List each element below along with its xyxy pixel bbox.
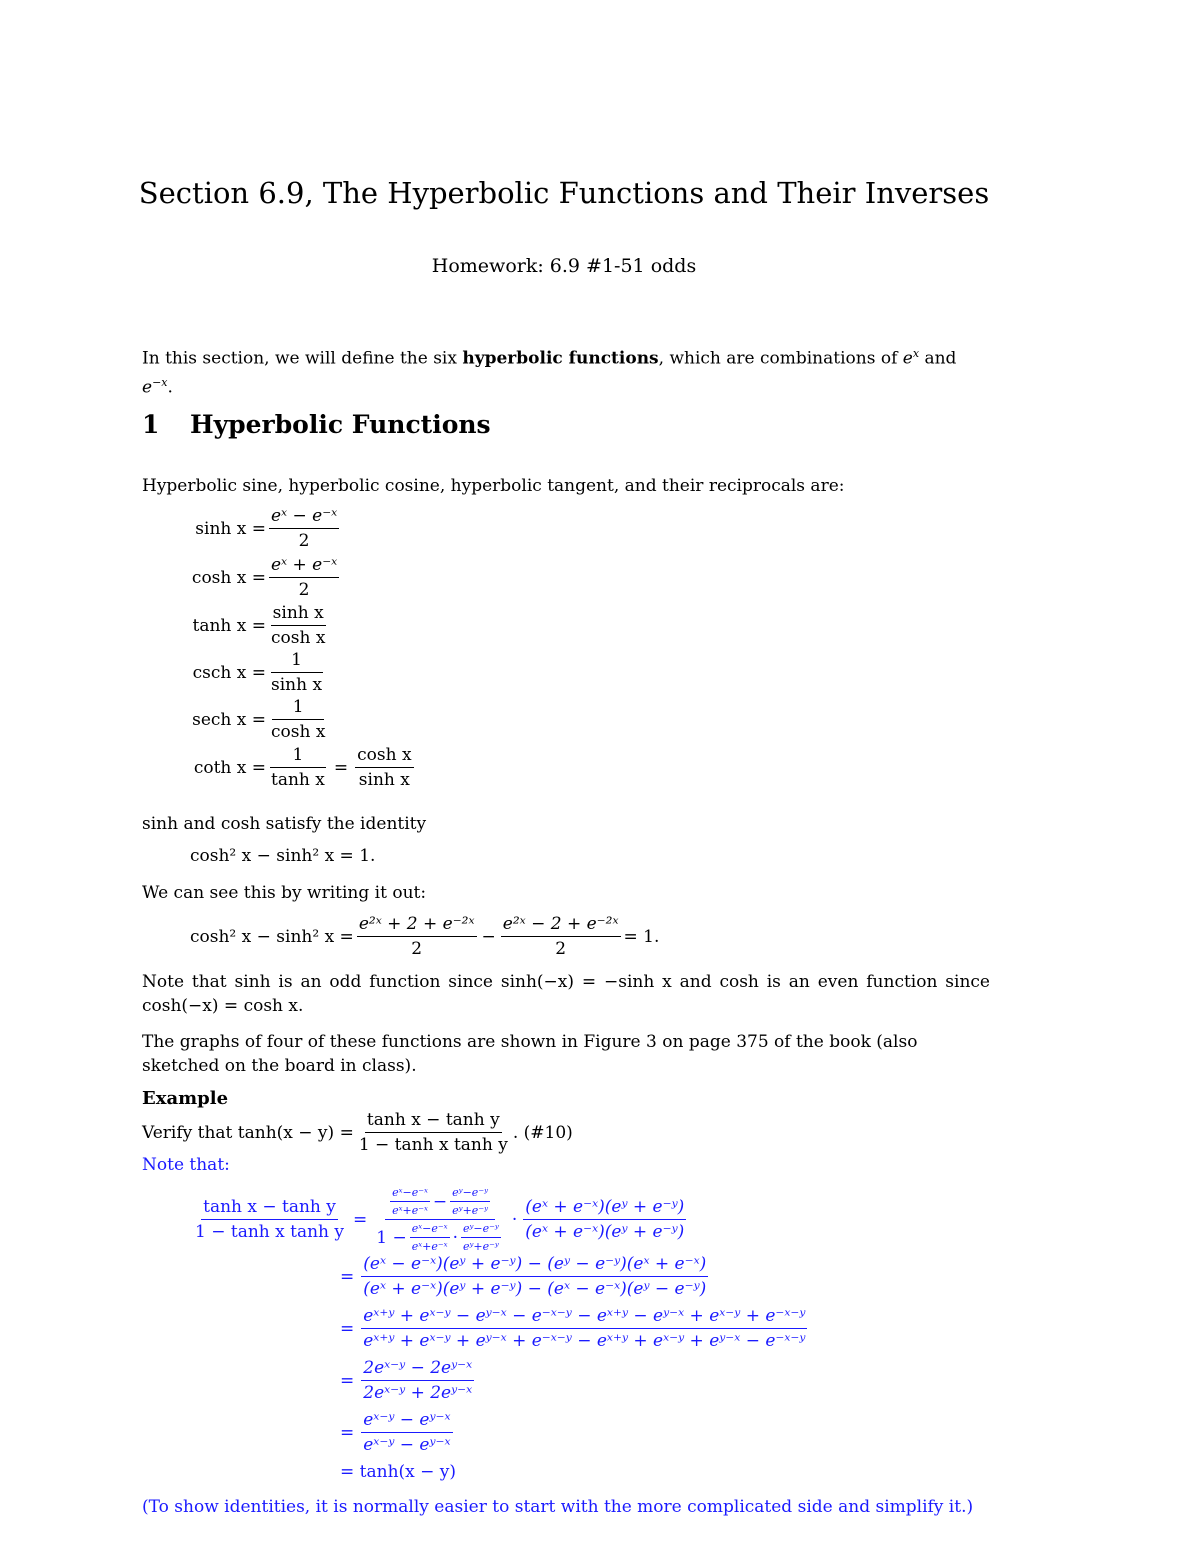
step1-da-den: eˣ+e⁻ˣ (411, 1240, 448, 1253)
step1-m-den: (eˣ + e⁻ˣ)(eʸ + e⁻ʸ) (525, 1222, 685, 1242)
defs-intro: Hyperbolic sine, hyperbolic cosine, hyperbolic tangent, and their reciprocals are: (142, 476, 845, 496)
intro-enx-sup: −x (152, 375, 168, 389)
step1-n-minus: − (432, 1191, 448, 1212)
intro-paragraph (142, 342, 990, 399)
section-number: 1 (142, 410, 160, 439)
def-sinh-lhs: sinh x = (195, 518, 266, 539)
def-cosh-num: eˣ + e⁻ˣ (269, 555, 339, 578)
def-tanh-lhs: tanh x = (192, 615, 266, 636)
step1-db (461, 1222, 501, 1253)
def-coth (190, 745, 417, 790)
def-sech-den: cosh x (271, 722, 326, 742)
identity-intro: sinh and cosh satisfy the identity (142, 814, 427, 834)
writing-lhs: cosh² x − sinh² x = (190, 926, 354, 947)
def-coth-frac (269, 745, 327, 790)
step1-mult-frac (523, 1197, 686, 1242)
intro-ex: e (902, 348, 913, 369)
note-that: Note that: (142, 1155, 230, 1175)
step1-complex-num (385, 1186, 495, 1220)
def-sinh-num: eˣ − e⁻ˣ (269, 506, 339, 529)
intro-bold-term: hyperbolic functions (462, 348, 659, 369)
odd-even-paragraph: Note that sinh is an odd function since sinh(−x) = −sinh x and cosh is an even function since cosh(−x) = cosh x. (142, 972, 990, 1016)
step3-den: eˣ⁺ʸ + eˣ⁻ʸ + eʸ⁻ˣ + e⁻ˣ⁻ʸ − eˣ⁺ʸ + eˣ⁻ʸ + eʸ⁻ˣ − e⁻ˣ⁻ʸ (363, 1331, 806, 1351)
closing-note: (To show identities, it is normally easier to start with the more complicated side and simplify it.) (142, 1497, 974, 1517)
step5-eq: = (340, 1422, 355, 1443)
def-sech (190, 697, 330, 742)
step4-row (340, 1358, 477, 1403)
graphs-paragraph: The graphs of four of these functions are shown in Figure 3 on page 375 of the book (also sketched on the board in class). (142, 1032, 918, 1076)
writing-intro: We can see this by writing it out: (142, 883, 427, 903)
step2-eq: = (340, 1266, 355, 1287)
step5-row (340, 1410, 456, 1455)
page-title: Section 6.9, The Hyperbolic Functions and Their Inverses (138, 176, 990, 210)
step1-d-dot: · (452, 1227, 458, 1248)
step2-row (340, 1254, 711, 1299)
writing-frac2 (501, 914, 621, 959)
step1-complex-frac (374, 1186, 506, 1253)
intro-enx: e (142, 377, 153, 398)
step3-eq: = (340, 1318, 355, 1339)
step1-na-den: eˣ+e⁻ˣ (392, 1204, 428, 1217)
step2-den: (eˣ + e⁻ˣ)(eʸ + e⁻ʸ) − (eˣ − e⁻ˣ)(eʸ − e⁻ʸ) (363, 1279, 707, 1299)
step3-frac (361, 1306, 807, 1351)
writing-num1: e²ˣ + 2 + e⁻²ˣ (357, 914, 477, 937)
step1-db-num: eʸ−e⁻ʸ (461, 1222, 501, 1238)
intro-and: and (919, 348, 957, 369)
example-heading: Example (142, 1088, 229, 1109)
def-coth-eq: = (333, 757, 349, 778)
step1-lhs-frac (193, 1197, 346, 1242)
def-coth-den: tanh x (271, 770, 325, 790)
writing-den2: 2 (555, 939, 567, 959)
def-coth-num: 1 (270, 745, 326, 768)
homework-line: Homework: 6.9 #1-51 odds (431, 255, 697, 277)
intro-end: . (167, 377, 173, 398)
step4-frac (361, 1358, 474, 1403)
verify-after: . (#10) (512, 1122, 573, 1143)
verify-frac (357, 1110, 510, 1155)
def-csch (190, 650, 327, 695)
step1-m-num: (eˣ + e⁻ˣ)(eʸ + e⁻ʸ) (523, 1197, 686, 1220)
def-tanh-frac (269, 603, 327, 648)
def-csch-lhs: csch x = (192, 662, 266, 683)
step4-den: 2eˣ⁻ʸ + 2eʸ⁻ˣ (363, 1383, 473, 1403)
step3-row (340, 1306, 810, 1351)
intro-text: In this section, we will define the six (142, 348, 463, 369)
def-tanh (190, 603, 330, 648)
def-csch-den: sinh x (271, 675, 323, 695)
def-csch-num: 1 (271, 650, 323, 673)
step5-num: eˣ⁻ʸ − eʸ⁻ˣ (361, 1410, 452, 1433)
step2-num: (eˣ − e⁻ˣ)(eʸ + e⁻ʸ) − (eʸ − e⁻ʸ)(eˣ + e⁻ˣ) (361, 1254, 708, 1277)
writing-num2: e²ˣ − 2 + e⁻²ˣ (501, 914, 621, 937)
step1-lhs-num: tanh x − tanh y (201, 1197, 338, 1220)
step1-na-num: eˣ−e⁻ˣ (390, 1186, 430, 1202)
def-sech-frac (269, 697, 327, 742)
step1-d-one: 1 − (376, 1227, 407, 1248)
def-tanh-num: sinh x (271, 603, 326, 626)
step1-complex-den (374, 1220, 506, 1253)
writing-end: = 1. (623, 926, 660, 947)
def-coth-lhs: coth x = (193, 757, 266, 778)
step6-row: = tanh(x − y) (340, 1462, 457, 1482)
step3-num: eˣ⁺ʸ + eˣ⁻ʸ − eʸ⁻ˣ − e⁻ˣ⁻ʸ − eˣ⁺ʸ − eʸ⁻ˣ + eˣ⁻ʸ + e⁻ˣ⁻ʸ (361, 1306, 807, 1329)
writing-equation (190, 914, 659, 959)
step1-nb (450, 1186, 490, 1217)
def-cosh-den: 2 (298, 580, 310, 600)
def-sinh-frac (269, 506, 339, 551)
intro-ex-sup: x (912, 347, 920, 360)
def-tanh-den: cosh x (271, 628, 326, 648)
def-coth-den2: sinh x (358, 770, 410, 790)
step5-den: eˣ⁻ʸ − eʸ⁻ˣ (363, 1435, 451, 1455)
def-sech-num: 1 (272, 697, 324, 720)
writing-minus: − (481, 926, 496, 947)
def-csch-frac (269, 650, 324, 695)
step4-num: 2eˣ⁻ʸ − 2eʸ⁻ˣ (361, 1358, 474, 1381)
step1-eq: = (353, 1209, 368, 1230)
step2-frac (361, 1254, 708, 1299)
def-coth-num2: cosh x (355, 745, 413, 768)
step1-mult: · (511, 1209, 518, 1230)
step1-nb-num: eʸ−e⁻ʸ (450, 1186, 490, 1202)
def-sech-lhs: sech x = (192, 709, 266, 730)
step1-row (190, 1186, 689, 1253)
def-sinh (190, 506, 342, 551)
def-cosh-frac (269, 555, 339, 600)
def-cosh (190, 555, 342, 600)
def-sinh-den: 2 (298, 531, 310, 551)
section-title: Hyperbolic Functions (190, 410, 491, 439)
step1-lhs-den: 1 − tanh x tanh y (195, 1222, 344, 1242)
def-cosh-lhs: cosh x = (191, 567, 266, 588)
step1-da (410, 1222, 450, 1253)
section-heading (142, 410, 491, 439)
example-verify (142, 1110, 573, 1155)
writing-frac1 (357, 914, 477, 959)
step1-da-num: eˣ−e⁻ˣ (410, 1222, 450, 1238)
def-coth-frac2 (355, 745, 413, 790)
verify-den: 1 − tanh x tanh y (358, 1135, 508, 1155)
verify-num: tanh x − tanh y (365, 1110, 502, 1133)
identity-equation: cosh² x − sinh² x = 1. (190, 846, 376, 866)
intro-text-2: , which are combinations of (658, 348, 903, 369)
verify-text: Verify that tanh(x − y) = (142, 1122, 354, 1143)
step1-db-den: eʸ+e⁻ʸ (462, 1240, 499, 1253)
step1-nb-den: eʸ+e⁻ʸ (452, 1204, 489, 1217)
step1-na (390, 1186, 430, 1217)
step5-frac (361, 1410, 452, 1455)
step4-eq: = (340, 1370, 355, 1391)
writing-den1: 2 (411, 939, 423, 959)
